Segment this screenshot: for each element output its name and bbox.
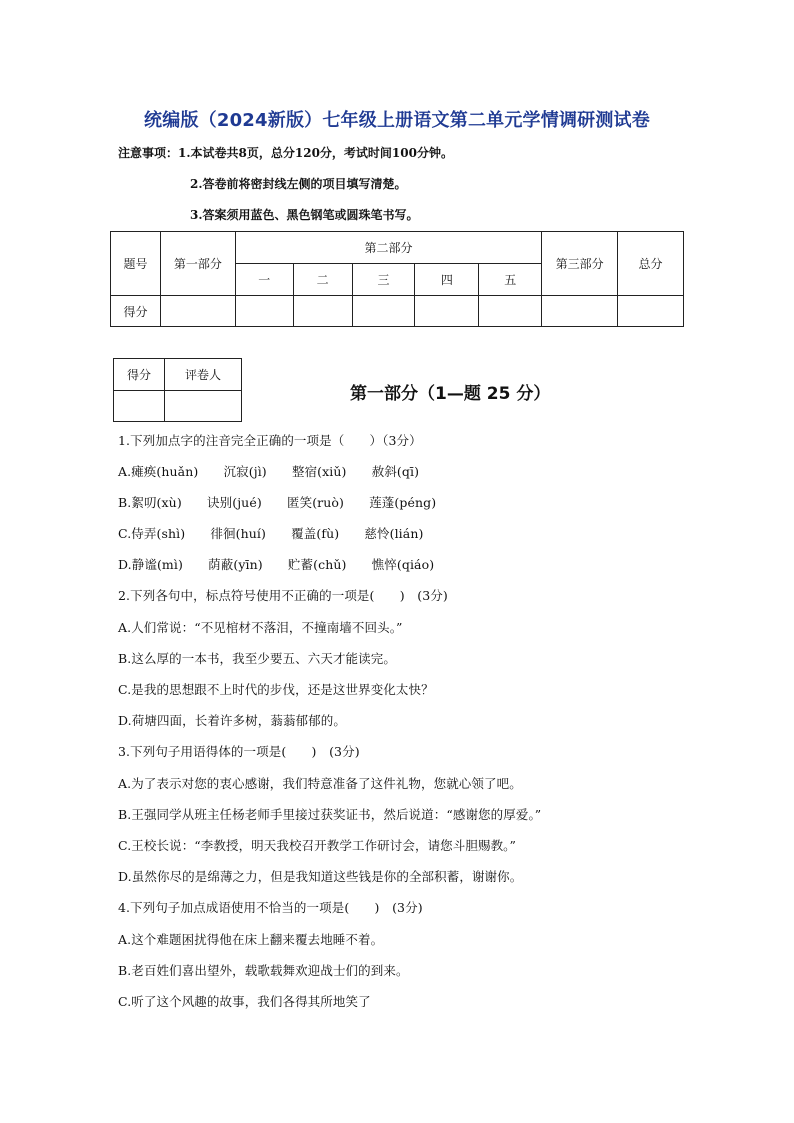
grader-score-label: 得分 [114,359,165,391]
question-line: 2.下列各句中，标点符号使用不正确的一项是( ) (3分) [118,588,448,603]
section-title: 第一部分（1—题 25 分） [350,384,551,404]
note-3: 3.答案须用蓝色、黑色钢笔或圆珠笔书写。 [190,208,419,222]
exam-title: 统编版（2024新版）七年级上册语文第二单元学情调研测试卷 [144,110,650,131]
header-question-number: 题号 [111,232,161,296]
header-part2-sub: 二 [293,264,352,296]
question-line: A.瘫痪(huǎn) 沉寂(jì) 整宿(xiǔ) 赦斜(qī) [118,464,420,479]
header-part3: 第三部分 [542,232,618,296]
question-line: A.这个难题困扰得他在床上翻来覆去地睡不着。 [118,932,384,947]
question-line: 4.下列句子加点成语使用不恰当的一项是( ) (3分) [118,900,423,915]
score-cell[interactable] [479,296,542,327]
header-part2-sub: 五 [479,264,542,296]
question-line: D.荷塘四面，长着许多树，蓊蓊郁郁的。 [118,713,346,728]
question-line: 3.下列句子用语得体的一项是( ) (3分) [118,744,360,759]
header-part1: 第一部分 [160,232,235,296]
score-cell[interactable] [352,296,415,327]
score-cell[interactable] [618,296,684,327]
question-line: B.老百姓们喜出望外，载歌载舞欢迎战士们的到来。 [118,963,409,978]
question-line: B.这么厚的一本书，我至少要五、六天才能读完。 [118,651,396,666]
question-line: C.侍弄(shì) 徘徊(huí) 覆盖(fù) 慈怜(lián) [118,526,424,541]
grader-score-cell[interactable] [114,391,165,422]
score-cell[interactable] [235,296,293,327]
question-line: B.王强同学从班主任杨老师手里接过获奖证书，然后说道：“感谢您的厚爱。” [118,807,542,822]
score-row-label: 得分 [111,296,161,327]
header-part2-sub: 一 [235,264,293,296]
score-cell[interactable] [542,296,618,327]
score-table [110,231,684,327]
question-line: C.听了这个风趣的故事，我们各得其所地笑了 [118,994,371,1009]
question-line: D.静谧(mì) 荫蔽(yīn) 贮蓄(chǔ) 憔悴(qiáo) [118,557,435,572]
grader-name-cell[interactable] [165,391,242,422]
note-1: 注意事项：1.本试卷共8页，总分120分，考试时间100分钟。 [118,146,453,160]
question-line: A.人们常说：“不见棺材不落泪，不撞南墙不回头。” [118,620,403,635]
header-total: 总分 [618,232,684,296]
question-line: B.絮叨(xù) 诀别(jué) 匿笑(ruò) 莲蓬(péng) [118,495,437,510]
note-2: 2.答卷前将密封线左侧的项目填写清楚。 [190,177,407,191]
score-cell[interactable] [415,296,479,327]
question-line: A.为了表示对您的衷心感谢，我们特意准备了这件礼物，您就心领了吧。 [118,776,522,791]
question-line: C.是我的思想跟不上时代的步伐，还是这世界变化太快？ [118,682,434,697]
score-cell[interactable] [160,296,235,327]
header-part2: 第二部分 [235,232,541,264]
score-cell[interactable] [293,296,352,327]
question-line: C.王校长说：“李教授，明天我校召开教学工作研讨会，请您斗胆赐教。” [118,838,517,853]
grader-name-label: 评卷人 [165,359,242,391]
header-part2-sub: 四 [415,264,479,296]
question-line: 1.下列加点字的注音完全正确的一项是（ ）（3分） [118,433,422,448]
grader-table [113,358,242,422]
question-line: D.虽然你尽的是绵薄之力，但是我知道这些钱是你的全部积蓄，谢谢你。 [118,869,523,884]
header-part2-sub: 三 [352,264,415,296]
